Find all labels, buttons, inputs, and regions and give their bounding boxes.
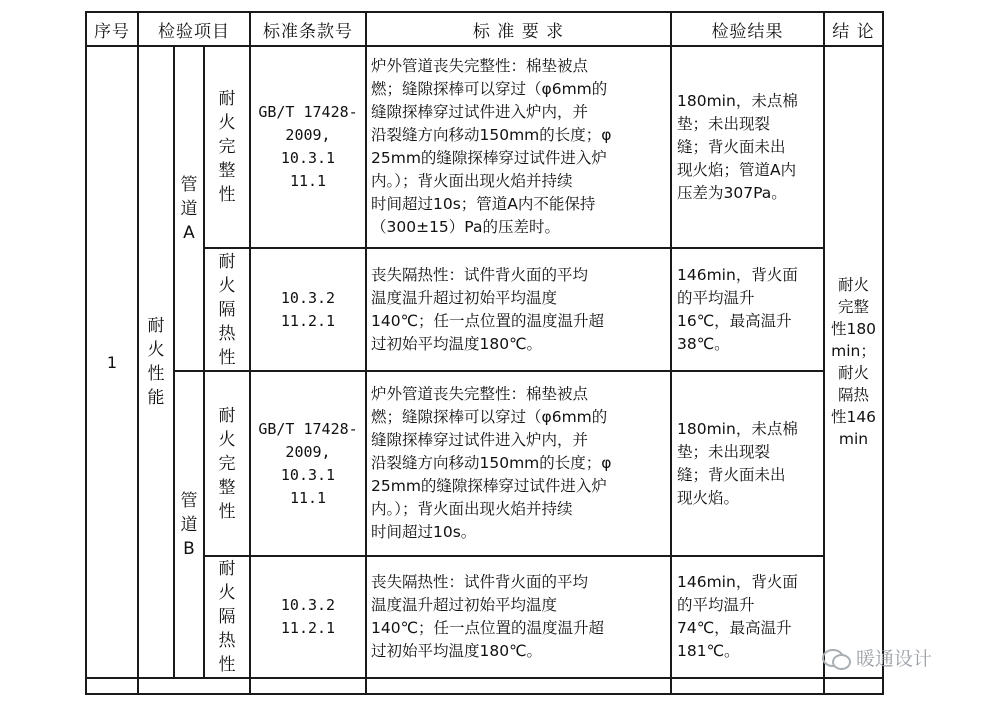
b-insulation-clause: 10.3.2 11.2.1 <box>250 556 366 678</box>
b-integrity-result: 180min，未点棉 垫；未出现裂 缝；背火面未出 现火焰。 <box>671 371 824 556</box>
table-row <box>86 371 883 556</box>
table-row <box>86 556 883 678</box>
pipe-a-cell: 管 道 A <box>174 46 204 371</box>
empty-cell <box>366 678 671 694</box>
watermark-text: 暖通设计 <box>856 648 933 670</box>
inspection-table <box>85 11 884 695</box>
wechat-icon <box>822 647 850 669</box>
header-clause: 标准条款号 <box>250 12 366 46</box>
empty-cell <box>671 678 824 694</box>
a-integrity-clause: GB/T 17428- 2009, 10.3.1 11.1 <box>250 46 366 248</box>
table-row <box>86 248 883 371</box>
a-integrity-label: 耐 火 完 整 性 <box>204 46 250 248</box>
header-result: 检验结果 <box>671 12 824 46</box>
empty-cell <box>86 678 138 694</box>
a-insulation-result: 146min，背火面 的平均温升 16℃，最高温升 38℃。 <box>671 248 824 371</box>
conclusion-cell: 耐火 完整 性180 min； 耐火 隔热 性146 min <box>824 46 883 678</box>
b-integrity-requirement: 炉外管道丧失完整性：棉垫被点 燃；缝隙探棒可以穿过（φ6mm的 缝隙探棒穿过试件进入炉内，并 沿裂缝方向移动150mm的长度；φ 25mm的缝隙探棒穿过试件进入炉 内。）；背火面出现火焰并持续 时间超过10s。 <box>366 371 671 556</box>
header-requirement: 标 准 要 求 <box>366 12 671 46</box>
table-row-next <box>86 678 883 694</box>
category-cell: 耐 火 性 能 <box>138 46 174 678</box>
empty-cell <box>824 678 883 694</box>
seq-cell: 1 <box>86 46 138 678</box>
pipe-b-cell: 管 道 B <box>174 371 204 678</box>
a-integrity-requirement: 炉外管道丧失完整性：棉垫被点 燃；缝隙探棒可以穿过（φ6mm的 缝隙探棒穿过试件进入炉内，并 沿裂缝方向移动150mm的长度；φ 25mm的缝隙探棒穿过试件进入炉 内。）；背火面出现火焰并持续 时间超过10s；管道A内不能保持 （300±15）Pa的压差时。 <box>366 46 671 248</box>
a-insulation-requirement: 丧失隔热性：试件背火面的平均 温度温升超过初始平均温度 140℃；任一点位置的温度温升超 过初始平均温度180℃。 <box>366 248 671 371</box>
table-row <box>86 46 883 248</box>
header-conclusion: 结 论 <box>824 12 883 46</box>
a-insulation-clause: 10.3.2 11.2.1 <box>250 248 366 371</box>
header-seq: 序号 <box>86 12 138 46</box>
b-insulation-result: 146min，背火面 的平均温升 74℃，最高温升 181℃。 <box>671 556 824 678</box>
table-header-row <box>86 12 883 46</box>
b-integrity-clause: GB/T 17428- 2009, 10.3.1 11.1 <box>250 371 366 556</box>
b-insulation-requirement: 丧失隔热性：试件背火面的平均 温度温升超过初始平均温度 140℃；任一点位置的温度温升超 过初始平均温度180℃。 <box>366 556 671 678</box>
watermark <box>822 644 932 671</box>
a-integrity-result: 180min，未点棉 垫；未出现裂 缝；背火面未出 现火焰；管道A内 压差为307Pa。 <box>671 46 824 248</box>
b-insulation-label: 耐 火 隔 热 性 <box>204 556 250 678</box>
a-insulation-label: 耐 火 隔 热 性 <box>204 248 250 371</box>
header-item: 检验项目 <box>138 12 250 46</box>
empty-cell <box>250 678 366 694</box>
b-integrity-label: 耐 火 完 整 性 <box>204 371 250 556</box>
empty-cell <box>138 678 250 694</box>
